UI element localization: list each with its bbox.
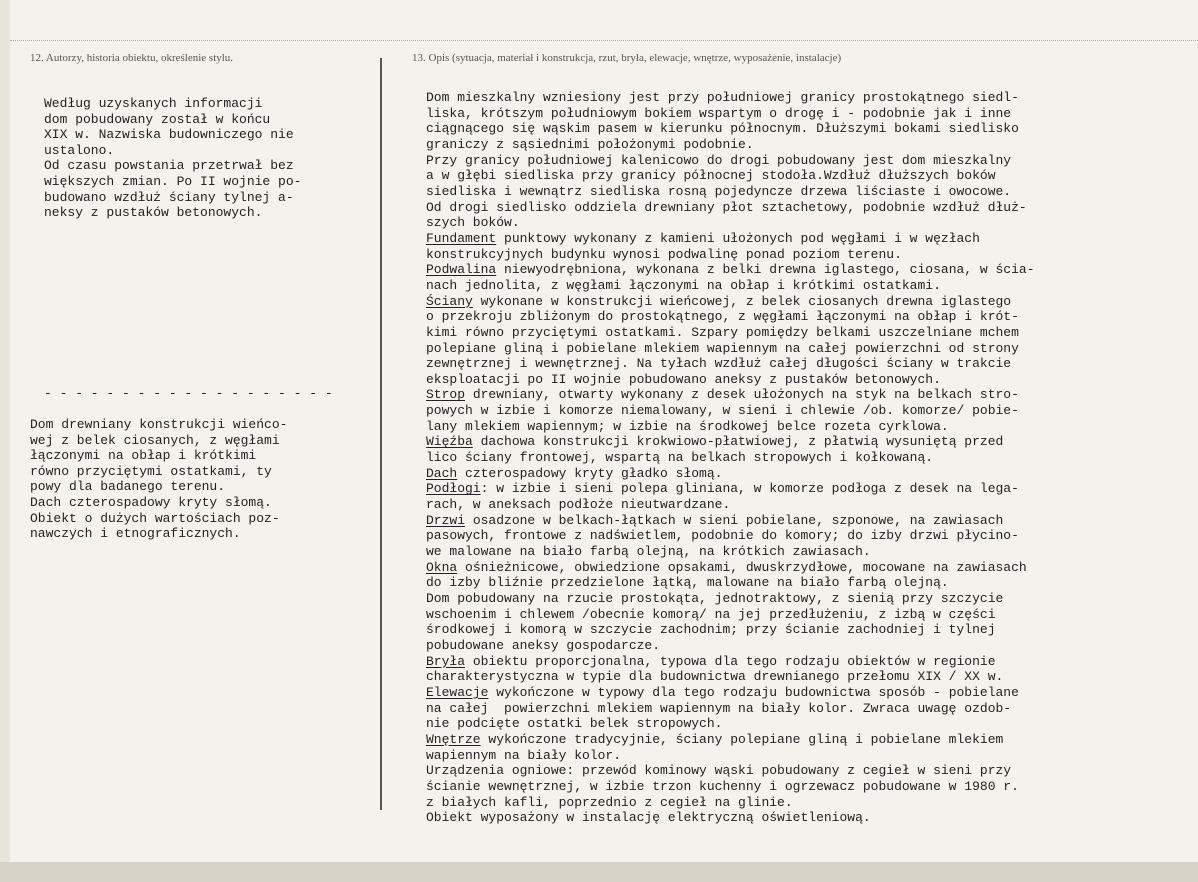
description-line bbox=[426, 763, 1035, 779]
section-keyword: Wnętrze bbox=[426, 731, 481, 747]
description-text: wschoenim i chlewem /obecnie komorą/ na jej przedłużeniu, z izbą w części bbox=[426, 606, 996, 622]
description-text: środkowej i komorą w szczycie zachodnim; przy ścianie zachodniej i tylnej bbox=[426, 622, 996, 638]
description-text: liska, krótszym południowym bokiem wspartym o drogę i - podobnie jak i inne bbox=[426, 105, 1012, 121]
page-bottom-edge bbox=[0, 862, 1198, 882]
description-line bbox=[426, 638, 1035, 654]
description-text: drewniany, otwarty wykonany z desek ułożonych na styk na belkach stro- bbox=[465, 387, 1019, 403]
description-text: Od drogi siedlisko oddziela drewniany płot sztachetowy, podobnie wzdłuż dłuż- bbox=[426, 199, 1027, 215]
description-line bbox=[426, 184, 1035, 200]
description-line bbox=[426, 654, 1035, 670]
description-text: nie podcięte ostatki belek stropowych. bbox=[426, 716, 723, 732]
description-text: Przy granicy południowej kalenicowo do drogi pobudowany jest dom mieszkalny bbox=[426, 152, 1012, 168]
style-description-line: Dach czterospadowy kryty słomą. bbox=[30, 494, 272, 510]
style-description-line: nawczych i etnograficznych. bbox=[30, 526, 241, 542]
description-text: wykończone tradycyjnie, ściany polepiane gliną i pobielane mlekiem bbox=[480, 731, 1004, 747]
authors-history-line: ustalono. bbox=[44, 142, 115, 158]
description-text: osadzone w belkach-łątkach w sieni pobielane, szponowe, na zawiasach bbox=[465, 512, 1004, 528]
section-keyword: Podłogi bbox=[426, 481, 481, 497]
authors-history-line: większych zmian. Po II wojnie po- bbox=[44, 173, 302, 189]
description-line bbox=[426, 701, 1035, 717]
description-text: ścianie wewnętrznej, w izbie trzon kuchenny i ogrzewacz pobudowane w 1980 r. bbox=[426, 778, 1019, 794]
description-text: obiektu proporcjonalna, typowa dla tego rodzaju obiektów w regionie bbox=[465, 653, 996, 669]
description-text: we malowane na biało farbą olejną, na krótkich zawiasach. bbox=[426, 544, 871, 560]
description-text: do izby bliźnie przedzielone łątką, malowane na biało farbą olejną. bbox=[426, 575, 949, 591]
description-text: konstrukcyjnych budynku wynosi podwalinę ponad poziom terenu. bbox=[426, 246, 902, 262]
description-line bbox=[426, 481, 1035, 497]
description-line bbox=[426, 685, 1035, 701]
description-line bbox=[426, 215, 1035, 231]
section-keyword: Bryła bbox=[426, 653, 466, 669]
section-keyword: Podwalina bbox=[426, 262, 497, 278]
description-text: Dom pobudowany na rzucie prostokąta, jednotraktowy, z sienią przy szczycie bbox=[426, 591, 1004, 606]
description-text: na całej powierzchni mlekiem wapiennym na biały kolor. Zwraca uwagę ozdob- bbox=[426, 700, 1012, 716]
description-text: Dom mieszkalny wzniesiony jest przy południowej granicy prostokątnego siedl- bbox=[426, 90, 1019, 105]
description-text: pasowych, frontowe z nadświetlem, podobnie do komory; do izby drzwi płycino- bbox=[426, 528, 1019, 544]
description-line bbox=[426, 450, 1035, 466]
description-text: a w głębi siedliska przy granicy północnej stodoła.Wzdłuż dłuższych boków bbox=[426, 168, 996, 184]
description-text: wykonane w konstrukcji wieńcowej, z belek ciosanych drewna iglastego bbox=[472, 293, 1012, 309]
description-line bbox=[426, 153, 1035, 169]
description-line bbox=[426, 434, 1035, 450]
description-line bbox=[426, 591, 1035, 607]
description-line bbox=[426, 403, 1035, 419]
description-line bbox=[426, 748, 1035, 764]
building-description-text bbox=[426, 90, 1035, 826]
description-text: Urządzenia ogniowe: przewód kominowy wąski pobudowany z cegieł w sieni przy bbox=[426, 763, 1012, 779]
description-line bbox=[426, 356, 1035, 372]
authors-history-line: Według uzyskanych informacji bbox=[44, 96, 263, 111]
description-text: wykończone w typowy dla tego rodzaju budownictwa sposób - pobielane bbox=[488, 684, 1019, 700]
description-line bbox=[426, 168, 1035, 184]
description-line bbox=[426, 669, 1035, 685]
description-line bbox=[426, 294, 1035, 310]
dashed-separator: - - - - - - - - - - - - - - - - - - - bbox=[44, 386, 333, 401]
description-line bbox=[426, 90, 1035, 106]
section-keyword: Fundament bbox=[426, 230, 497, 246]
section-keyword: Okna bbox=[426, 559, 458, 575]
style-description-line: wej z belek ciosanych, z węgłami bbox=[30, 432, 280, 448]
description-text: polepiane gliną i pobielane mlekiem wapiennym na całej powierzchni od strony bbox=[426, 340, 1019, 356]
style-description-line: powy dla badanego terenu. bbox=[30, 479, 226, 495]
description-line bbox=[426, 341, 1035, 357]
authors-history-line: budowano wzdłuż ściany tylnej a- bbox=[44, 189, 294, 205]
description-line bbox=[426, 560, 1035, 576]
description-line bbox=[426, 716, 1035, 732]
description-text: punktowy wykonany z kamieni ułożonych pod węgłami i w węzłach bbox=[496, 230, 980, 246]
description-line bbox=[426, 528, 1035, 544]
description-line bbox=[426, 544, 1035, 560]
description-text: wapiennym na biały kolor. bbox=[426, 747, 622, 763]
description-line bbox=[426, 121, 1035, 137]
description-line bbox=[426, 607, 1035, 623]
description-text: graniczy z sąsiednimi położonymi podobnie. bbox=[426, 136, 754, 152]
description-text: charakterystyczna w typie dla budownictwa drewnianego przełomu XIX / XX w. bbox=[426, 669, 1004, 685]
style-description-text bbox=[30, 417, 287, 542]
description-text: dachowa konstrukcji krokwiowo-płatwiowej, z płatwią wysuniętą przed bbox=[472, 434, 1004, 450]
style-description-line: Dom drewniany konstrukcji wieńco- bbox=[30, 417, 288, 432]
description-text: zewnętrznej i wewnętrznej. Na tyłach wzdłuż całej długości ściany w trakcie bbox=[426, 356, 1012, 372]
description-line bbox=[426, 810, 1035, 826]
description-text: kimi równo przyciętymi ostatkami. Szpary pomiędzy belkami uszczelniane mchem bbox=[426, 324, 1019, 340]
section-keyword: Drzwi bbox=[426, 512, 466, 528]
authors-history-line: neksy z pustaków betonowych. bbox=[44, 205, 263, 221]
description-text: : w izbie i sieni polepa gliniana, w komorze podłoga z desek na lega- bbox=[480, 481, 1019, 497]
description-line bbox=[426, 622, 1035, 638]
section-keyword: Strop bbox=[426, 387, 466, 403]
authors-history-line: Od czasu powstania przetrwał bez bbox=[44, 158, 294, 174]
description-line bbox=[426, 200, 1035, 216]
description-text: z białych kafli, poprzednio z cegieł na glinie. bbox=[426, 794, 793, 810]
authors-history-line: XIX w. Nazwiska budowniczego nie bbox=[44, 127, 294, 143]
description-text: rach, w aneksach podłoże nieutwardzane. bbox=[426, 497, 731, 513]
section-12-header: 12. Autorzy, historia obiektu, określenie stylu. bbox=[30, 52, 234, 64]
style-description-line: Obiekt o dużych wartościach poz- bbox=[30, 510, 280, 526]
description-line bbox=[426, 262, 1035, 278]
description-line bbox=[426, 372, 1035, 388]
description-line bbox=[426, 137, 1035, 153]
top-rule bbox=[10, 40, 1198, 41]
column-divider bbox=[380, 58, 382, 810]
description-line bbox=[426, 278, 1035, 294]
description-text: ośnieżnicowe, obwiedzione opsakami, dwuskrzydłowe, mocowane na zawiasach bbox=[457, 559, 1027, 575]
description-text: o przekroju zbliżonym do prostokątnego, z węgłami łączonymi na obłap i krót- bbox=[426, 309, 1019, 325]
description-line bbox=[426, 466, 1035, 482]
description-text: siedliska i wewnątrz siedliska rosną pojedyncze drzewa liściaste i owocowe. bbox=[426, 183, 1012, 199]
description-line bbox=[426, 497, 1035, 513]
description-text: pobudowane aneksy gospodarcze. bbox=[426, 637, 661, 653]
description-line bbox=[426, 795, 1035, 811]
style-description-line: łączonymi na obłap i krótkimi bbox=[30, 448, 257, 464]
description-line bbox=[426, 779, 1035, 795]
section-13-header: 13. Opis (sytuacja, materiał i konstrukcja, rzut, bryła, elewacje, wnętrze, wyposażenie, instalacje) bbox=[412, 52, 842, 64]
description-line bbox=[426, 387, 1035, 403]
description-line bbox=[426, 575, 1035, 591]
section-keyword: Elewacje bbox=[426, 684, 489, 700]
authors-history-line: dom pobudowany został w końcu bbox=[44, 111, 271, 127]
style-description-line: równo przyciętymi ostatkami, ty bbox=[30, 463, 272, 479]
description-line bbox=[426, 106, 1035, 122]
description-text: lany mlekiem wapiennym; w izbie na środkowej belce rozeta cyrklowa. bbox=[426, 418, 949, 434]
description-text: powych w izbie i komorze niemalowany, w sieni i chlewie /ob. komorze/ pobie- bbox=[426, 403, 1019, 419]
description-line bbox=[426, 419, 1035, 435]
description-text: niewyodrębniona, wykonana z belki drewna iglastego, ciosana, w ścia- bbox=[496, 262, 1035, 278]
description-text: eksploatacji po II wojnie pobudowano aneksy z pustaków betonowych. bbox=[426, 371, 941, 387]
description-text: nach jednolita, z węgłami łączonymi na obłap i krótkimi ostatkami. bbox=[426, 277, 941, 293]
description-line bbox=[426, 325, 1035, 341]
section-keyword: Więźba bbox=[426, 434, 473, 450]
description-line bbox=[426, 513, 1035, 529]
section-keyword: Dach bbox=[426, 465, 458, 481]
page-left-edge bbox=[0, 0, 10, 882]
section-keyword: Ściany bbox=[426, 293, 473, 309]
description-text: Obiekt wyposażony w instalację elektryczną oświetleniową. bbox=[426, 810, 871, 826]
description-line bbox=[426, 231, 1035, 247]
description-line bbox=[426, 247, 1035, 263]
authors-history-text bbox=[44, 96, 301, 221]
description-text: lico ściany frontowej, wspartą na belkach stropowych i kołkowaną. bbox=[426, 450, 934, 466]
description-text: czterospadowy kryty gładko słomą. bbox=[457, 465, 723, 481]
description-line bbox=[426, 309, 1035, 325]
description-text: szych boków. bbox=[426, 215, 520, 231]
description-text: ciągnącego się wąskim pasem w kierunku północnym. Dłuższymi bokami siedlisko bbox=[426, 121, 1019, 137]
description-line bbox=[426, 732, 1035, 748]
